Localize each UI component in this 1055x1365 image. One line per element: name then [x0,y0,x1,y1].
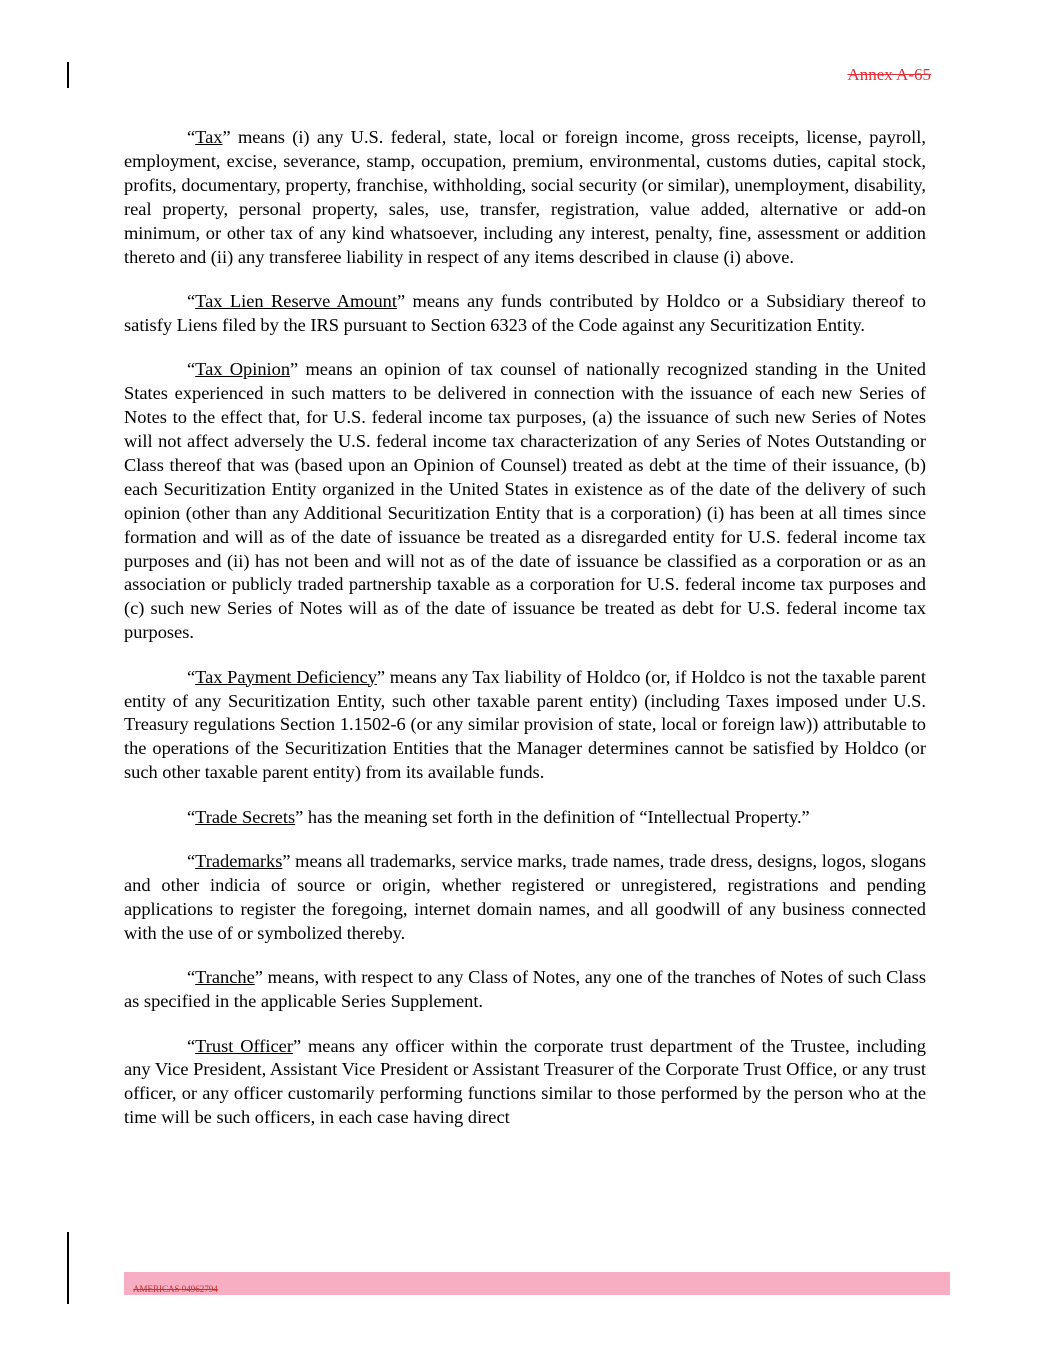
definition-text: means any Tax liability of Holdco (or, if Holdco is not the taxable parent entity of any Securitization Entity, such other taxable parent entity) (including Taxes imposed under U.S. Treasury regulations Section 1.1502-6 (or any similar provision of state, local or foreign law)) attributable to the operations of the Securitization Entities that the Manager determines cannot be satisfied by Holdco (or such other taxable parent entity) from its available funds. [124,666,926,783]
definition-paragraph: “Tax Opinion” means an opinion of tax counsel of nationally recognized standing in the United States experienced in such matters to be delivered in connection with the issuance of each new Series of Notes to the effect that, for U.S. federal income tax purposes, (a) the issuance of such new Series of Notes will not affect adversely the U.S. federal income tax characterization of any Series of Notes Outstanding or Class thereof that was (based upon an Opinion of Counsel) treated as debt at the time of their issuance, (b) each Securitization Entity organized in the United States in existence as of the date of the delivery of such opinion (other than any Additional Securitization Entity that is a corporation) (i) has been at all times since formation and will as of the date of issuance be treated as a disregarded entity for U.S. federal income tax purposes and (ii) has not been and will not as of the date of issuance be classified as a corporation or as an association or publicly traded partnership taxable as a corporation for U.S. federal income tax purposes and (c) such new Series of Notes will as of the date of issuance be treated as debt for U.S. federal income tax purposes. [124,359,926,643]
defined-term: Tax Payment Deficiency [195,666,377,687]
defined-term: Tranche [195,967,255,988]
defined-term: Tax [195,127,223,147]
defined-term: Tax Lien Reserve Amount [195,290,397,311]
definition-text: means all trademarks, service marks, trade names, trade dress, designs, logos, slogans and other indicia of source or origin, whether registered or unregistered, registrations and pending applications to register the foregoing, internet domain names, and all goodwill of any business connected with the use of or symbolized thereby. [124,851,926,943]
defined-term: Trade Secrets [195,806,296,827]
change-bar-top [67,62,69,88]
definition-paragraph: “Tax Payment Deficiency” means any Tax liability of Holdco (or, if Holdco is not the taxable parent entity of any Securitization Entity, such other taxable parent entity) (including Taxes imposed under U.S. Treasury regulations Section 1.1502-6 (or any similar provision of state, local or foreign law)) attributable to the operations of the Securitization Entities that the Manager determines cannot be satisfied by Holdco (or such other taxable parent entity) from its available funds. [124,666,926,783]
definition-text: means any officer within the corporate trust department of the Trustee, including any Vice President, Assistant Vice President or Assistant Treasurer of the Corporate Trust Office, or any trust officer, or any officer customarily performing functions similar to those performed by the person who at the time will be such officers, in each case having direct [124,1035,926,1128]
change-bar-bottom [67,1232,69,1304]
defined-term: Trust Officer [195,1035,293,1056]
definition-paragraph: “Tax” means (i) any U.S. federal, state, local or foreign income, gross receipts, license, payroll, employment, excise, severance, stamp, occupation, premium, environmental, customs duties, capital stock, profits, documentary, property, franchise, withholding, social security (or similar), unemployment, disability, real property, personal property, sales, use, transfer, registration, value added, alternative or add-on minimum, or other tax of any kind whatsoever, including any interest, penalty, fine, assessment or addition thereto and (ii) any transferee liability in respect of any items described in clause (i) above. [124,127,926,267]
document-id: AMERICAS 94962794 [133,1284,218,1294]
annex-page-label: Annex A-65 [847,65,931,84]
footer-band [124,1272,950,1295]
definition-text: means an opinion of tax counsel of nationally recognized standing in the United States experienced in such matters to be delivered in connection with the issuance of each new Series of Notes to the effect that, for U.S. federal income tax purposes, (a) the issuance of such new Series of Notes will not affect adversely the U.S. federal income tax characterization of any Series of Notes Outstanding or Class thereof that was (based upon an Opinion of Counsel) treated as debt at the time of their issuance, (b) each Securitization Entity organized in the United States in existence as of the date of the delivery of such opinion (other than any Additional Securitization Entity that is a corporation) (i) has been at all times since formation and will as of the date of issuance be treated as a disregarded entity for U.S. federal income tax purposes and (ii) has not been and will not as of the date of issuance be classified as a corporation or as an association or publicly traded partnership taxable as a corporation for U.S. federal income tax purposes and (c) such new Series of Notes will as of the date of issuance be treated as debt for U.S. federal income tax purposes. [124,359,926,643]
definition-paragraph: “Trademarks” means all trademarks, service marks, trade names, trade dress, designs, logos, slogans and other indicia of source or origin, whether registered or unregistered, registrations and pending applications to register the foregoing, internet domain names, and all goodwill of any business connected with the use of or symbolized thereby. [124,851,926,943]
definition-paragraph: “Tranche” means, with respect to any Class of Notes, any one of the tranches of Notes of such Class as specified in the applicable Series Supplement. [124,967,926,1012]
definition-paragraph: “Trade Secrets” has the meaning set forth in the definition of “Intellectual Property.” [187,806,810,827]
definition-text: means, with respect to any Class of Notes, any one of the tranches of Notes of such Class as specified in the applicable Series Supplement. [124,967,926,1012]
defined-term: Trademarks [195,851,283,872]
definition-text: means any funds contributed by Holdco or a Subsidiary thereof to satisfy Liens filed by the IRS pursuant to Section 6323 of the Code against any Securitization Entity. [124,290,926,335]
document-body [124,126,926,1151]
definition-text: has the meaning set forth in the definition of “Intellectual Property.” [303,806,810,827]
definition-text: means (i) any U.S. federal, state, local or foreign income, gross receipts, license, payroll, employment, excise, severance, stamp, occupation, premium, environmental, customs duties, capital stock, profits, documentary, property, franchise, withholding, social security (or similar), unemployment, disability, real property, personal property, sales, use, transfer, registration, value added, alternative or add-on minimum, or other tax of any kind whatsoever, including any interest, penalty, fine, assessment or addition thereto and (ii) any transferee liability in respect of any items described in clause (i) above. [124,127,926,267]
definition-paragraph: “Trust Officer” means any officer within the corporate trust department of the Trustee, including any Vice President, Assistant Vice President or Assistant Treasurer of the Corporate Trust Office, or any trust officer, or any officer customarily performing functions similar to those performed by the person who at the time will be such officers, in each case having direct [124,1035,926,1128]
defined-term: Tax Opinion [195,359,291,380]
definition-paragraph: “Tax Lien Reserve Amount” means any funds contributed by Holdco or a Subsidiary thereof to satisfy Liens filed by the IRS pursuant to Section 6323 of the Code against any Securitization Entity. [124,290,926,335]
